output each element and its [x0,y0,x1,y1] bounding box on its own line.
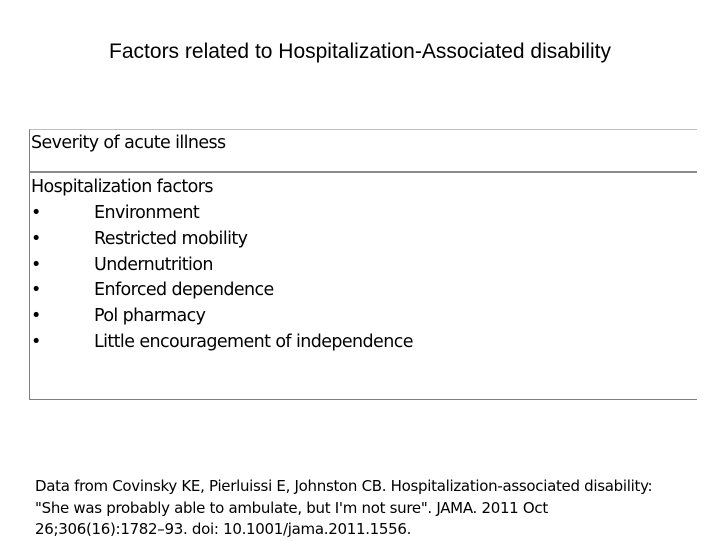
factor-environment: Environment [94,203,200,223]
list-item [30,280,630,306]
list-item [30,255,630,281]
list-item [30,332,630,358]
citation-line-2: "She was probably able to ambulate, but I'm not sure". JAMA. 2011 Oct [35,498,548,517]
list-item [30,203,630,229]
factor-undernutrition: Undernutrition [94,254,213,275]
citation [35,476,695,541]
slide-title: Factors related to Hospitalization-Associated disability [109,40,611,63]
hospitalization-heading: Hospitalization factors [31,177,213,197]
severity-label: Severity of acute illness [31,133,226,153]
bullet-icon: • [31,228,42,249]
bullet-icon: • [31,280,42,301]
factor-polypharmacy: Pol pharmacy [94,306,206,327]
factor-restricted-mobility: Restricted mobility [94,228,248,249]
bullet-icon: • [31,203,42,223]
factor-table [29,129,697,400]
hospitalization-factor-list [30,203,630,358]
factor-enforced-dependence: Enforced dependence [94,280,274,301]
bullet-icon: • [31,306,42,327]
severity-row [30,130,697,173]
citation-line-3: 26;306(16):1782–93. doi: 10.1001/jama.2011.1556. [35,520,412,538]
list-item [30,306,630,332]
bullet-icon: • [31,254,42,275]
factor-little-encouragement: Little encouragement of independence [94,331,413,352]
list-item [30,229,630,255]
bullet-icon: • [31,331,42,352]
citation-line-1: Data from Covinsky KE, Pierluissi E, Johnston CB. Hospitalization-associated disability: [35,477,653,495]
